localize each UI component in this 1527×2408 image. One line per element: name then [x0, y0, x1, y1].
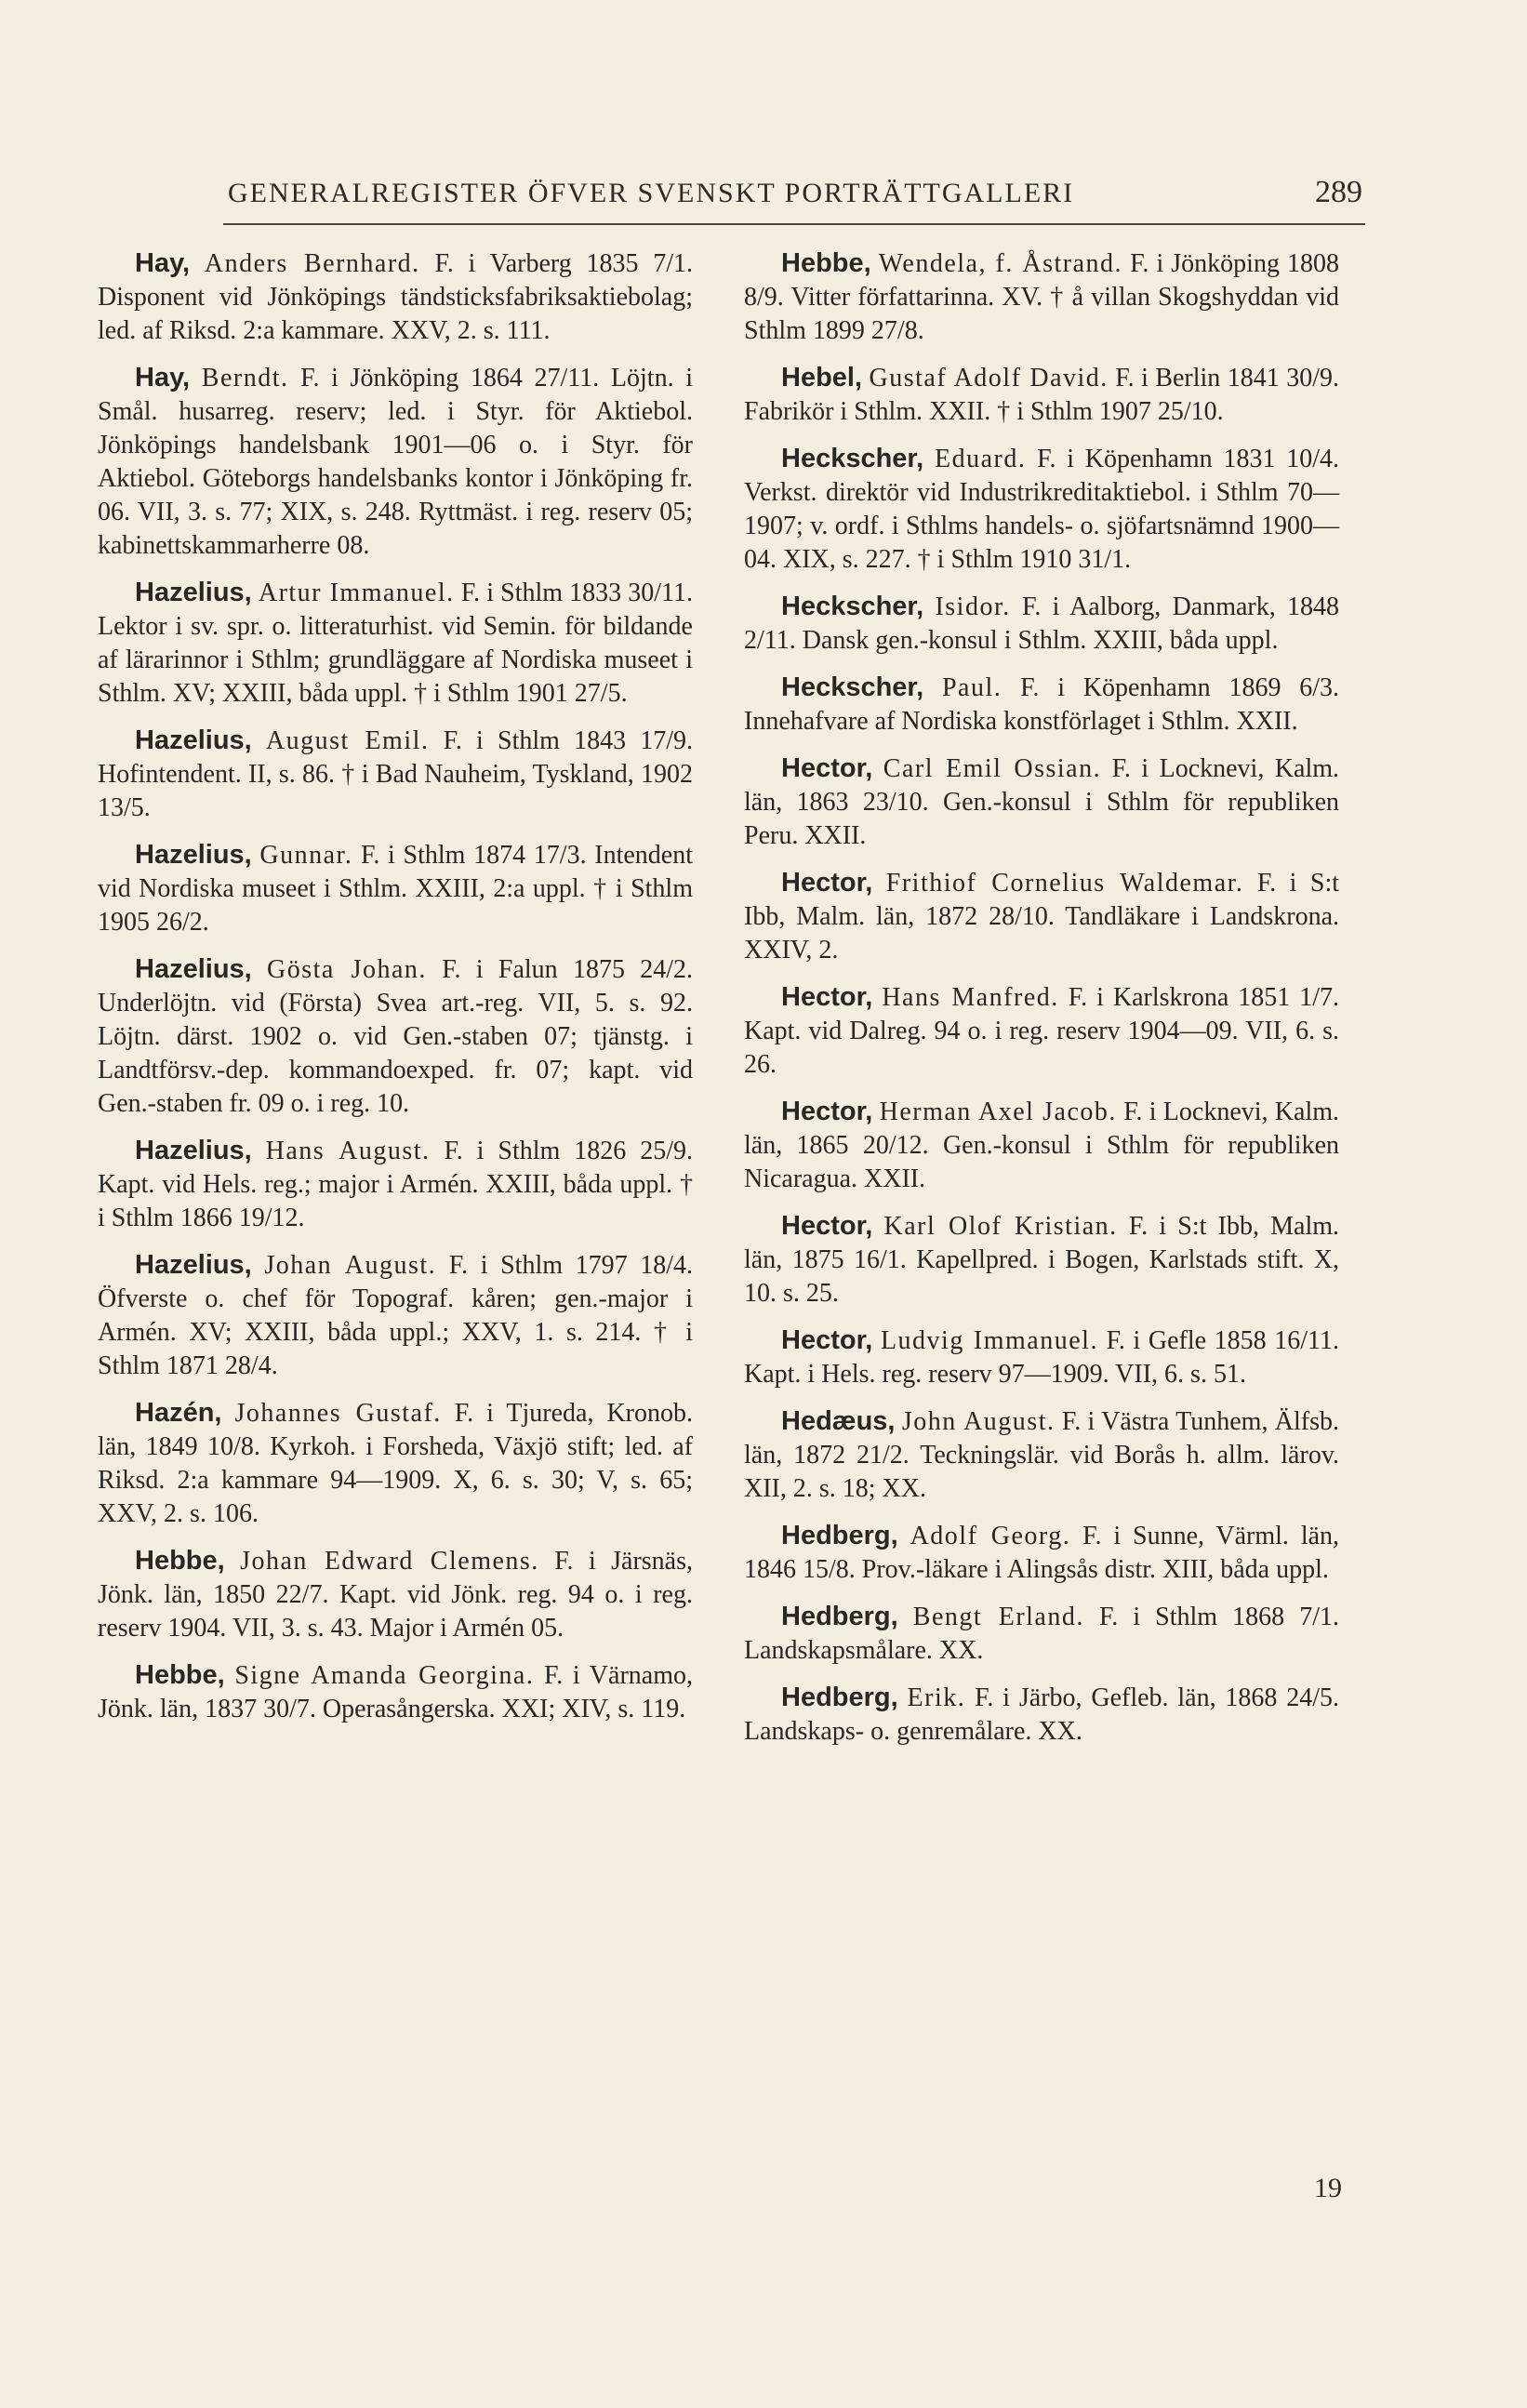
entry-text: F. i Locknevi, Kalm. län, 1865 20/12. Gen.-konsul i Sthlm för republiken Nicaragua. XXII. — [744, 1098, 1340, 1193]
register-entry — [98, 724, 693, 825]
signature-mark: 19 — [1314, 2173, 1342, 2203]
entry-given-names: Wendela, f. Åstrand. — [878, 249, 1123, 278]
entry-given-names: Ludvig Immanuel. — [880, 1326, 1098, 1355]
entry-text: F. i Berlin 1841 30/9. Fabrikör i Sthlm. XXII. † i Sthlm 1907 25/10. — [744, 364, 1340, 426]
entry-text: F. i S:t Ibb, Malm. län, 1875 16/1. Kapellpred. i Bogen, Karlstads stift. X, 10. s. 25. — [744, 1212, 1340, 1308]
entry-text: F. i Köpenhamn 1869 6/3. Innehafvare af Nordiska konstförlaget i Sthlm. XXII. — [744, 673, 1340, 736]
entry-surname: Hector, — [781, 1211, 873, 1241]
entry-text: F. i Aalborg, Danmark, 1848 2/11. Dansk gen.-konsul i Sthlm. XXIII, båda uppl. — [744, 592, 1340, 655]
entry-surname: Hector, — [781, 982, 873, 1012]
register-entry — [744, 442, 1339, 577]
entry-given-names: Johan August. — [264, 1251, 437, 1280]
register-entry — [744, 866, 1339, 967]
entry-surname: Hazelius, — [135, 578, 252, 607]
entry-surname: Hazelius, — [135, 725, 252, 755]
entry-surname: Heckscher, — [781, 592, 924, 621]
register-entry — [98, 361, 693, 563]
entry-surname: Hazén, — [135, 1398, 222, 1428]
entry-text: F. i Sthlm 1868 7/1. Landskapsmålare. XX. — [744, 1603, 1340, 1665]
entry-text: F. i Värnamo, Jönk. län, 1837 30/7. Operasångerska. XXI; XIV, s. 119. — [98, 1661, 693, 1723]
register-entry — [98, 1658, 693, 1726]
register-entry — [744, 752, 1339, 853]
entry-surname: Hay, — [135, 248, 191, 278]
entry-surname: Hazelius, — [135, 1136, 252, 1165]
entry-surname: Hebbe, — [135, 1546, 225, 1576]
register-entry — [744, 1209, 1339, 1310]
entry-text: F. i Jönköping 1808 8/9. Vitter författarinna. XV. † å villan Skogshyddan vid Sthlm 1899 27/8. — [744, 249, 1339, 345]
entry-text: F. i Gefle 1858 16/11. Kapt. i Hels. reg. reserv 97—1909. VII, 6. s. 51. — [744, 1326, 1340, 1389]
page-number: 289 — [1315, 175, 1362, 209]
entry-surname: Hazelius, — [135, 840, 252, 870]
entry-given-names: Johannes Gustaf. — [234, 1399, 442, 1428]
entry-text: F. i Sunne, Värml. län, 1846 15/8. Prov.-läkare i Alingsås distr. XIII, båda uppl. — [744, 1522, 1340, 1584]
entry-text: F. i Falun 1875 24/2. Underlöjtn. vid (Första) Svea art.-reg. VII, 5. s. 92. Löjtn. därst. 1902 o. vid Gen.-staben 07; tjänstg. i Landtförsv.-dep. kommandoexped. fr. 07; kapt. vid Gen.-staben fr. 09 o. i reg. 10. — [98, 955, 694, 1118]
register-entry — [98, 576, 693, 711]
entry-text: F. i S:t Ibb, Malm. län, 1872 28/10. Tandläkare i Landskrona. XXIV, 2. — [744, 869, 1340, 965]
left-column — [98, 246, 693, 1739]
entry-given-names: Johan Edward Clemens. — [240, 1547, 539, 1576]
entry-text: F. i Västra Tunhem, Älfsb. län, 1872 21/2. Teckningslär. vid Borås h. allm. lärov. XII, 2. s. 18; XX. — [744, 1407, 1340, 1503]
entry-text: F. i Varberg 1835 7/1. Disponent vid Jönköpings tändsticksfabriksaktiebolag; led. af Riksd. 2:a kammare. XXV, 2. s. 111. — [98, 249, 693, 345]
entry-surname: Hazelius, — [135, 954, 252, 984]
register-entry — [98, 952, 693, 1121]
entry-given-names: Erik. — [907, 1683, 966, 1712]
entry-text: F. i Sthlm 1797 18/4. Öfverste o. chef för Topograf. kåren; gen.-major i Armén. XV; XXIII, båda uppl.; XXV, 1. s. 214. † i Sthlm 1871 28/4. — [98, 1251, 694, 1380]
entry-given-names: Carl Emil Ossian. — [883, 754, 1102, 783]
entry-surname: Hedberg, — [781, 1602, 898, 1631]
entry-given-names: Adolf Georg. — [910, 1522, 1071, 1550]
entry-given-names: Anders Bernhard. — [204, 249, 420, 278]
register-entry — [744, 1600, 1339, 1668]
entry-given-names: Gösta Johan. — [267, 955, 427, 984]
header-rule — [223, 223, 1365, 225]
entry-surname: Heckscher, — [781, 444, 924, 473]
entry-given-names: Paul. — [941, 673, 1003, 702]
entry-surname: Hedberg, — [781, 1521, 898, 1550]
register-entry — [744, 590, 1339, 658]
entry-text: F. i Jönköping 1864 27/11. Löjtn. i Smål. husarreg. reserv; led. i Styr. för Aktiebol. Jönköpings handelsbank 1901—06 o. i Styr. för Aktiebol. Göteborgs handelsbanks kontor i Jönköping fr. 06. VII, 3. s. 77; XIX, s. 248. Ryttmäst. i reg. reserv 05; kabinettskammarherre 08. — [98, 364, 694, 560]
entry-given-names: Isidor. — [935, 592, 1011, 621]
entry-surname: Heckscher, — [781, 672, 924, 702]
entry-text: F. i Järsnäs, Jönk. län, 1850 22/7. Kapt. vid Jönk. reg. 94 o. i reg. reserv 1904. VII, 3. s. 43. Major i Armén 05. — [98, 1547, 693, 1643]
entry-text: F. i Sthlm 1843 17/9. Hofintendent. II, s. 86. † i Bad Nauheim, Tyskland, 1902 13/5. — [98, 726, 694, 822]
register-entry — [744, 1404, 1339, 1506]
header-title: GENERALREGISTER ÖFVER SVENSKT PORTRÄTTGALLERI — [228, 178, 1075, 208]
running-header — [228, 175, 1362, 210]
register-entry — [744, 246, 1339, 348]
register-entry — [98, 838, 693, 939]
register-entry — [98, 246, 693, 348]
entry-given-names: Artur Immanuel. — [258, 579, 455, 607]
register-entry — [744, 671, 1339, 738]
register-entry — [98, 1134, 693, 1235]
entry-given-names: Signe Amanda Georgina. — [234, 1661, 535, 1690]
entry-text: F. i Locknevi, Kalm. län, 1863 23/10. Gen.-konsul i Sthlm för republiken Peru. XXII. — [744, 754, 1340, 850]
entry-given-names: Gunnar. — [259, 841, 353, 870]
register-entry — [744, 1681, 1339, 1749]
entry-given-names: Frithiof Cornelius Waldemar. — [885, 869, 1244, 898]
right-column — [744, 246, 1339, 1762]
entry-surname: Hector, — [781, 1325, 873, 1355]
entry-text: F. i Järbo, Gefleb. län, 1868 24/5. Landskaps- o. genremålare. XX. — [744, 1683, 1340, 1746]
entry-given-names: Karl Olof Kristian. — [883, 1212, 1118, 1241]
entry-surname: Hedberg, — [781, 1683, 898, 1712]
entry-surname: Hebbe, — [781, 248, 871, 278]
register-entry — [744, 1095, 1339, 1196]
entry-surname: Hector, — [781, 1097, 873, 1126]
entry-surname: Hebbe, — [135, 1660, 225, 1690]
register-entry — [98, 1396, 693, 1531]
register-entry — [744, 1519, 1339, 1587]
entry-given-names: Hans August. — [265, 1137, 431, 1165]
register-entry — [744, 980, 1339, 1082]
entry-given-names: August Emil. — [265, 726, 430, 755]
entry-text: F. i Sthlm 1874 17/3. Intendent vid Nordiska museet i Sthlm. XXIII, 2:a uppl. † i Sthlm 1905 26/2. — [98, 841, 693, 937]
entry-given-names: Hans Manfred. — [882, 983, 1059, 1012]
entry-given-names: Eduard. — [934, 445, 1027, 473]
entry-surname: Hebel, — [781, 363, 863, 392]
entry-given-names: Herman Axel Jacob. — [879, 1098, 1117, 1126]
register-entry — [744, 1324, 1339, 1391]
register-entry — [744, 361, 1339, 429]
entry-given-names: Gustaf Adolf David. — [869, 364, 1109, 392]
entry-text: F. i Tjureda, Kronob. län, 1849 10/8. Kyrkoh. i Forsheda, Växjö stift; led. af Riksd. 2:a kammare 94—1909. X, 6. s. 30; V, s. 65; XXV, 2. s. 106. — [98, 1399, 693, 1528]
entry-text: F. i Sthlm 1833 30/11. Lektor i sv. spr. o. litteraturhist. vid Semin. för bildande af lärarinnor i Sthlm; grundläggare af Nordiska museet i Sthlm. XV; XXIII, båda uppl. † i Sthlm 1901 27/5. — [98, 579, 694, 708]
entry-text: F. i Sthlm 1826 25/9. Kapt. vid Hels. reg.; major i Armén. XXIII, båda uppl. † i Sthlm 1866 19/12. — [98, 1137, 693, 1232]
entry-given-names: Bengt Erland. — [912, 1603, 1084, 1631]
register-entry — [98, 1248, 693, 1383]
entry-surname: Hedæus, — [781, 1406, 896, 1436]
entry-given-names: John August. — [901, 1407, 1056, 1436]
entry-text: F. i Karlskrona 1851 1/7. Kapt. vid Dalreg. 94 o. i reg. reserv 1904—09. VII, 6. s. 26. — [744, 983, 1340, 1079]
entry-surname: Hazelius, — [135, 1250, 252, 1280]
register-entry — [98, 1544, 693, 1645]
entry-given-names: Berndt. — [201, 364, 289, 392]
entry-surname: Hector, — [781, 753, 873, 783]
entry-surname: Hay, — [135, 363, 191, 392]
entry-surname: Hector, — [781, 868, 873, 898]
entry-text: F. i Köpenhamn 1831 10/4. Verkst. direktör vid Industrikreditaktiebol. i Sthlm 70—1907; v. ordf. i Sthlms handels- o. sjöfartsnämnd 1900—04. XIX, s. 227. † i Sthlm 1910 31/1. — [744, 445, 1340, 574]
